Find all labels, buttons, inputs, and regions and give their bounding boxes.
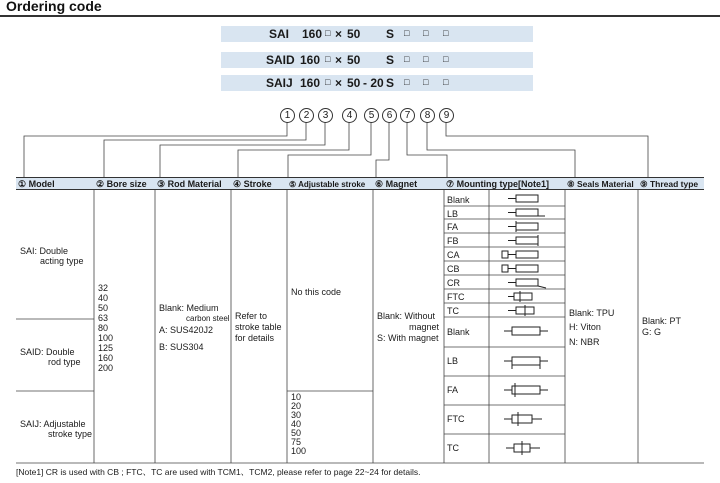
model-saij-line2: stroke type <box>48 429 93 439</box>
code-box: □ <box>443 54 449 64</box>
code-times: × <box>335 53 343 67</box>
bore-item: 160 <box>98 353 114 363</box>
code-box: □ <box>325 77 331 87</box>
marker-3: 3 <box>318 108 333 123</box>
model-sai-line2: acting type <box>40 256 84 266</box>
bore-item: 63 <box>98 313 109 323</box>
rod-blank-sub: carbon steel <box>186 314 230 323</box>
model-saij-line1: SAIJ: Adjustable <box>20 419 86 429</box>
mount-fb: FB <box>447 236 459 246</box>
code-magnet: S <box>386 76 395 90</box>
thread-g: G: G <box>642 327 662 337</box>
code-adjustable: - 20 <box>363 76 384 90</box>
bore-item: 40 <box>98 293 109 303</box>
header-adjustable: ⑤ Adjustable stroke <box>287 177 373 190</box>
mount-tc: TC <box>447 306 459 316</box>
header-model: ① Model <box>16 177 94 190</box>
footnote: [Note1] CR is used with CB ; FTC、TC are used with TCM1、TCM2, please refer to page 22~24 for details. <box>16 467 421 477</box>
model-sai-line1: SAI: Double <box>20 246 69 256</box>
adjustable-item: 75 <box>291 437 302 447</box>
seal-tpu: Blank: TPU <box>569 308 615 318</box>
mount-cb: CB <box>447 264 460 274</box>
magnet-blank-sub: magnet <box>409 322 440 332</box>
bore-item: 100 <box>98 333 114 343</box>
thread-pt: Blank: PT <box>642 316 682 326</box>
adjustable-none: No this code <box>291 287 342 297</box>
mount-blank: Blank <box>447 195 470 205</box>
rod-blank: Blank: Medium <box>159 303 219 313</box>
rod-a: A: SUS420J2 <box>159 325 214 335</box>
mount-fa-double: FA <box>447 385 459 395</box>
header-mounting: ⑦ Mounting type[Note1] <box>444 177 565 190</box>
adjustable-item: 10 <box>291 392 302 402</box>
code-bore: 160 <box>302 27 323 41</box>
marker-2: 2 <box>299 108 314 123</box>
model-said-line2: rod type <box>48 357 81 367</box>
code-box: □ <box>423 77 429 87</box>
code-series: SAI <box>269 27 290 41</box>
model-said-line1: SAID: Double <box>20 347 75 357</box>
code-box: □ <box>423 28 429 38</box>
mount-lb-double: LB <box>447 356 459 366</box>
code-box: □ <box>325 28 331 38</box>
adjustable-item: 20 <box>291 401 302 411</box>
code-magnet: S <box>386 27 395 41</box>
code-stroke: 50 <box>347 76 361 90</box>
code-box: □ <box>443 77 449 87</box>
adjustable-values <box>291 393 306 456</box>
code-box: □ <box>404 28 410 38</box>
mount-lb: LB <box>447 209 459 219</box>
marker-4: 4 <box>342 108 357 123</box>
rod-b: B: SUS304 <box>159 342 204 352</box>
seal-nbr: N: NBR <box>569 337 600 347</box>
header-bore: ② Bore size <box>94 177 155 190</box>
code-box: □ <box>423 54 429 64</box>
marker-7: 7 <box>400 108 415 123</box>
adjustable-item: 30 <box>291 410 302 420</box>
bore-item: 200 <box>98 363 114 373</box>
code-box: □ <box>325 54 331 64</box>
mount-blank-double: Blank <box>447 327 470 337</box>
code-magnet: S <box>386 53 395 67</box>
mount-fa: FA <box>447 222 459 232</box>
code-bore: 160 <box>300 76 321 90</box>
code-box: □ <box>404 77 410 87</box>
code-series: SAID <box>266 53 295 67</box>
stroke-line1: Refer to <box>235 311 268 321</box>
stroke-line2: stroke table <box>235 322 282 332</box>
adjustable-item: 40 <box>291 419 302 429</box>
seal-viton: H: Viton <box>569 322 601 332</box>
marker-5: 5 <box>364 108 379 123</box>
header-stroke: ④ Stroke <box>231 177 287 190</box>
code-bore: 160 <box>300 53 321 67</box>
mount-tc-double: TC <box>447 443 459 453</box>
bore-item: 80 <box>98 323 109 333</box>
bore-item: 125 <box>98 343 114 353</box>
marker-1: 1 <box>280 108 295 123</box>
mount-ftc: FTC <box>447 292 465 302</box>
marker-8: 8 <box>420 108 435 123</box>
code-series: SAIJ <box>266 76 293 90</box>
code-box: □ <box>443 28 449 38</box>
marker-9: 9 <box>439 108 454 123</box>
adjustable-item: 50 <box>291 428 302 438</box>
code-box: □ <box>404 54 410 64</box>
header-magnet: ⑥ Magnet <box>373 177 444 190</box>
mounting-icons <box>502 195 548 455</box>
code-times: × <box>335 27 343 41</box>
code-stroke: 50 <box>347 27 361 41</box>
magnet-blank: Blank: Without <box>377 311 436 321</box>
mount-cr: CR <box>447 278 460 288</box>
mount-ftc-double: FTC <box>447 414 465 424</box>
code-stroke: 50 <box>347 53 361 67</box>
magnet-s: S: With magnet <box>377 333 439 343</box>
adjustable-item: 100 <box>291 446 307 456</box>
header-thread: ⑨ Thread type <box>638 177 704 190</box>
header-rod: ③ Rod Material <box>155 177 231 190</box>
bore-item: 32 <box>98 283 109 293</box>
header-seals: ⑧ Seals Material <box>565 177 638 190</box>
bore-item: 50 <box>98 303 109 313</box>
marker-6: 6 <box>382 108 397 123</box>
page-title: Ordering code <box>6 0 102 14</box>
code-times: × <box>335 76 343 90</box>
bore-size-list <box>98 283 113 373</box>
stroke-line3: for details <box>235 333 275 343</box>
mount-ca: CA <box>447 250 460 260</box>
